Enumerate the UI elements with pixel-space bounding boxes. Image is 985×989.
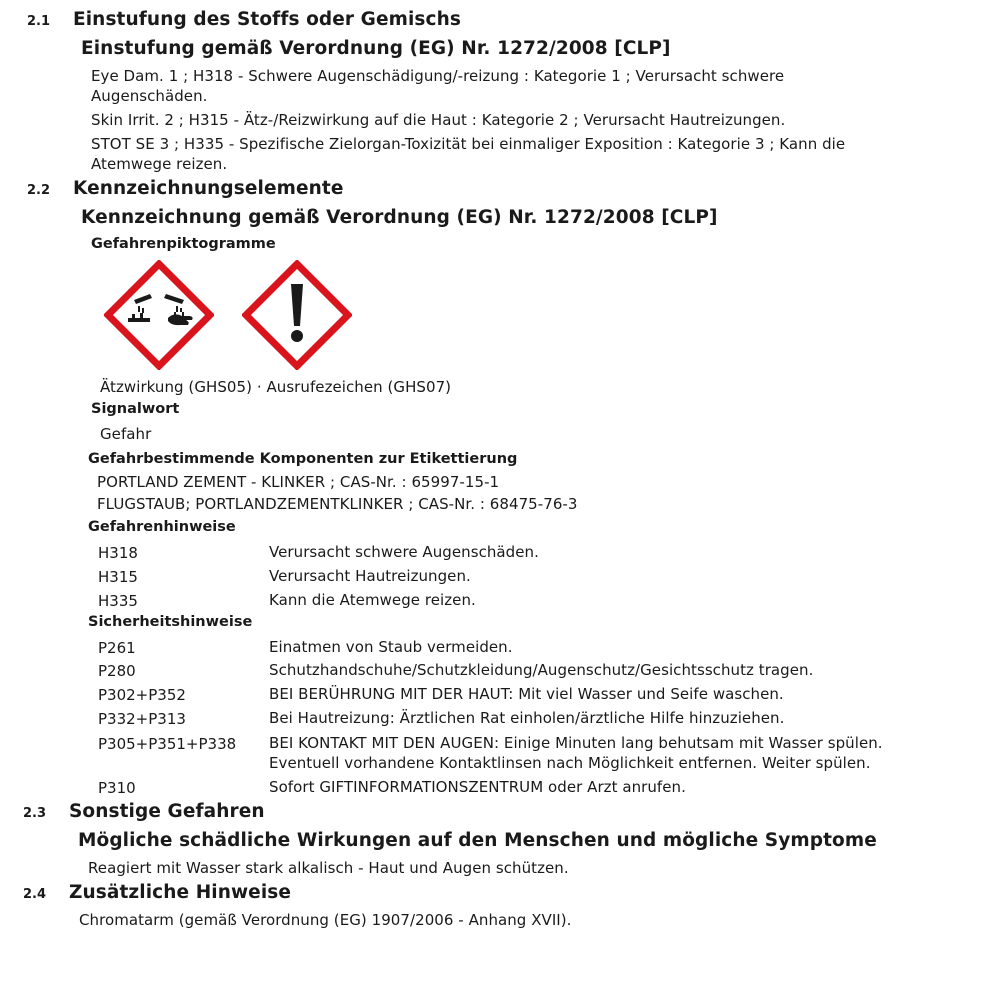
- subsection-title-effects: Mögliche schädliche Wirkungen auf den Menschen und mögliche Symptome: [78, 830, 877, 851]
- precaution-text: BEI BERÜHRUNG MIT DER HAUT: Mit viel Wasser und Seife waschen.: [269, 685, 784, 703]
- additional-info-text: Chromatarm (gemäß Verordnung (EG) 1907/2006 - Anhang XVII).: [79, 911, 572, 929]
- precaution-text: Sofort GIFTINFORMATIONSZENTRUM oder Arzt anrufen.: [269, 778, 686, 796]
- precaution-code: P280: [98, 662, 136, 680]
- hazard-code: H315: [98, 568, 138, 586]
- section-number-2-4: 2.4: [23, 887, 47, 902]
- other-hazards-text: Reagiert mit Wasser stark alkalisch - Haut und Augen schützen.: [88, 859, 569, 877]
- hazard-code: H318: [98, 544, 138, 562]
- classification-line: Eye Dam. 1 ; H318 - Schwere Augenschädigung/-reizung : Kategorie 1 ; Verursacht schwere: [91, 67, 785, 85]
- hazard-statements-label: Gefahrenhinweise: [88, 519, 236, 535]
- signal-word: Gefahr: [100, 425, 152, 443]
- precaution-code: P310: [98, 779, 136, 797]
- section-title-2-2: Kennzeichnungselemente: [73, 178, 344, 199]
- pictograms-label: Gefahrenpiktogramme: [91, 236, 276, 252]
- precautionary-statements-label: Sicherheitshinweise: [88, 614, 253, 630]
- precaution-text: Eventuell vorhandene Kontaktlinsen nach Möglichkeit entfernen. Weiter spülen.: [269, 754, 871, 772]
- component-line: PORTLAND ZEMENT - KLINKER ; CAS-Nr. : 65997-15-1: [97, 473, 500, 491]
- precaution-code: P305+P351+P338: [98, 735, 237, 753]
- subsection-title-clp-classification: Einstufung gemäß Verordnung (EG) Nr. 1272/2008 [CLP]: [81, 38, 671, 59]
- hazard-text: Verursacht schwere Augenschäden.: [269, 543, 539, 561]
- classification-line: Atemwege reizen.: [91, 155, 228, 173]
- classification-line: Skin Irrit. 2 ; H315 - Ätz-/Reizwirkung auf die Haut : Kategorie 2 ; Verursacht Hautreizungen.: [91, 111, 786, 129]
- ghs05-corrosion-icon: [104, 260, 214, 370]
- precaution-code: P261: [98, 639, 136, 657]
- section-number-2-1: 2.1: [27, 14, 51, 29]
- precaution-text: BEI KONTAKT MIT DEN AUGEN: Einige Minuten lang behutsam mit Wasser spülen.: [269, 734, 883, 752]
- precaution-text: Einatmen von Staub vermeiden.: [269, 638, 513, 656]
- classification-line: Augenschäden.: [91, 87, 208, 105]
- section-number-2-3: 2.3: [23, 806, 47, 821]
- precaution-text: Schutzhandschuhe/Schutzkleidung/Augenschutz/Gesichtsschutz tragen.: [269, 661, 814, 679]
- components-label: Gefahrbestimmende Komponenten zur Etikettierung: [88, 451, 518, 467]
- component-line: FLUGSTAUB; PORTLANDZEMENTKLINKER ; CAS-Nr. : 68475-76-3: [97, 495, 578, 513]
- section-number-2-2: 2.2: [27, 183, 51, 198]
- hazard-code: H335: [98, 592, 138, 610]
- precaution-code: P302+P352: [98, 686, 186, 704]
- signal-word-label: Signalwort: [91, 401, 180, 417]
- ghs07-exclamation-icon: [242, 260, 352, 370]
- hazard-text: Verursacht Hautreizungen.: [269, 567, 471, 585]
- section-title-2-1: Einstufung des Stoffs oder Gemischs: [73, 9, 461, 30]
- precaution-text: Bei Hautreizung: Ärztlichen Rat einholen/ärztliche Hilfe hinzuziehen.: [269, 709, 785, 727]
- section-title-2-4: Zusätzliche Hinweise: [69, 882, 292, 903]
- classification-line: STOT SE 3 ; H335 - Spezifische Zielorgan-Toxizität bei einmaliger Exposition : Kategorie 3 ; Kann die: [91, 135, 846, 153]
- precaution-code: P332+P313: [98, 710, 186, 728]
- section-title-2-3: Sonstige Gefahren: [69, 801, 265, 822]
- pictogram-caption: Ätzwirkung (GHS05) · Ausrufezeichen (GHS07): [100, 378, 452, 396]
- subsection-title-clp-labelling: Kennzeichnung gemäß Verordnung (EG) Nr. 1272/2008 [CLP]: [81, 207, 718, 228]
- hazard-text: Kann die Atemwege reizen.: [269, 591, 476, 609]
